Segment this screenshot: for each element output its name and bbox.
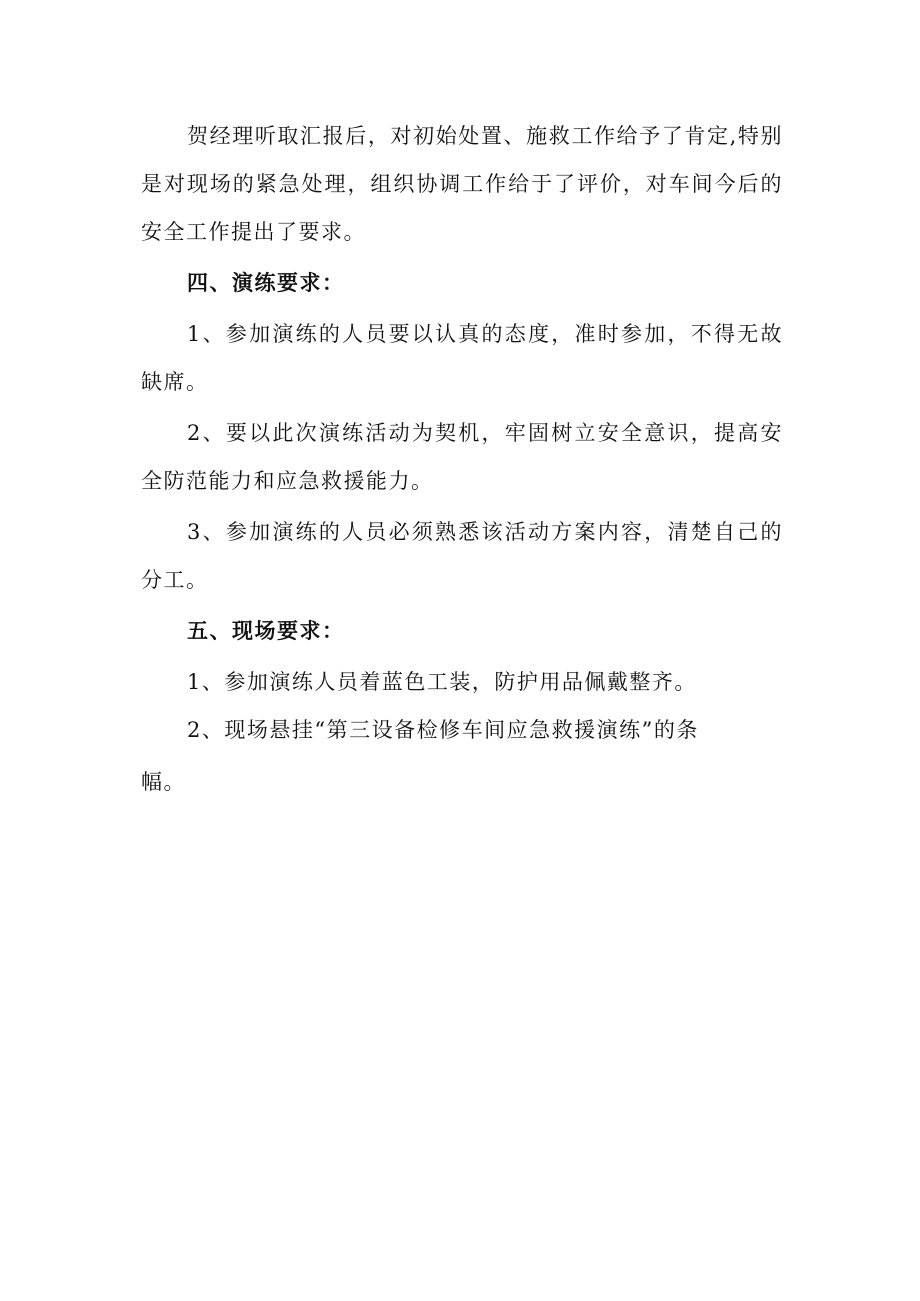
list-item-banner-line1: 2、现场悬挂“第三设备检修车间应急救援演练”的条 bbox=[187, 718, 699, 742]
paragraph-evaluation: 贺经理听取汇报后，对初始处置、施救工作给予了肯定,特别是对现场的紧急处理，组织协调工作给于了评价，对车间今后的安全工作提出了要求。 bbox=[141, 124, 783, 244]
document-body bbox=[141, 112, 783, 806]
list-item-safety-awareness: 2、要以此次演练活动为契机，牢固树立安全意识，提高安全防范能力和应急救援能力。 bbox=[141, 421, 783, 493]
section-heading-site-requirements: 五、现场要求： bbox=[187, 619, 345, 643]
list-item-banner-line2: 幅。 bbox=[141, 770, 186, 794]
list-item-familiarize-plan: 3、参加演练的人员必须熟悉该活动方案内容，清楚自己的分工。 bbox=[141, 520, 783, 592]
list-item-uniform: 1、参加演练人员着蓝色工装，防护用品佩戴整齐。 bbox=[187, 670, 697, 694]
section-heading-drill-requirements: 四、演练要求： bbox=[187, 271, 345, 295]
list-item-attendance: 1、参加演练的人员要以认真的态度，准时参加，不得无故缺席。 bbox=[141, 322, 783, 394]
